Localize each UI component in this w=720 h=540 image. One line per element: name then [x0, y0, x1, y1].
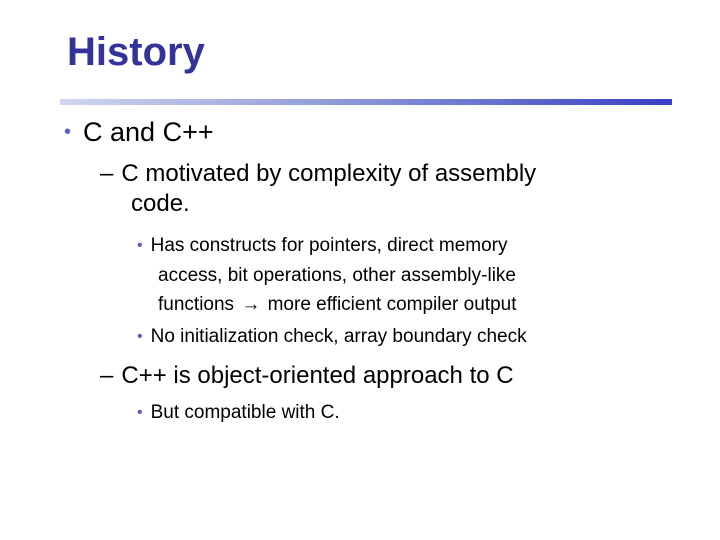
- subbullet-text: C++ is object-oriented approach to C: [121, 362, 514, 389]
- bullet-dot-icon: •: [64, 121, 72, 143]
- bullet-c-and-cpp: [64, 114, 214, 153]
- subbullet-line-2: code.: [131, 190, 190, 217]
- detail-line-2: access, bit operations, other assembly-like: [158, 265, 516, 286]
- dash-marker: –: [100, 160, 114, 187]
- detail-bullet-constructs: [137, 231, 517, 319]
- detail-bullet-no-checks: [137, 322, 527, 352]
- detail-line-1: Has constructs for pointers, direct memory: [150, 235, 508, 256]
- detail-line-3-end: more efficient compiler output: [267, 294, 517, 315]
- bullet-dot-icon: •: [137, 237, 143, 254]
- bullet-text: C and C++: [83, 117, 214, 147]
- subbullet-cpp: [100, 361, 514, 391]
- dash-marker: –: [100, 362, 114, 389]
- detail-line-3: [137, 290, 517, 319]
- right-arrow-icon: →: [241, 294, 261, 315]
- subbullet-line-1: C motivated by complexity of assembly: [121, 160, 537, 187]
- detail-text: But compatible with C.: [150, 402, 340, 423]
- detail-line-3-start: functions: [158, 294, 235, 315]
- bullet-dot-icon: •: [137, 404, 143, 421]
- detail-text: No initialization check, array boundary check: [150, 326, 527, 347]
- subbullet-c-motivation: [100, 159, 536, 219]
- detail-bullet-compatible: [137, 398, 340, 428]
- slide-title: History: [67, 30, 205, 74]
- bullet-dot-icon: •: [137, 328, 143, 345]
- title-underline-rule: [60, 99, 672, 105]
